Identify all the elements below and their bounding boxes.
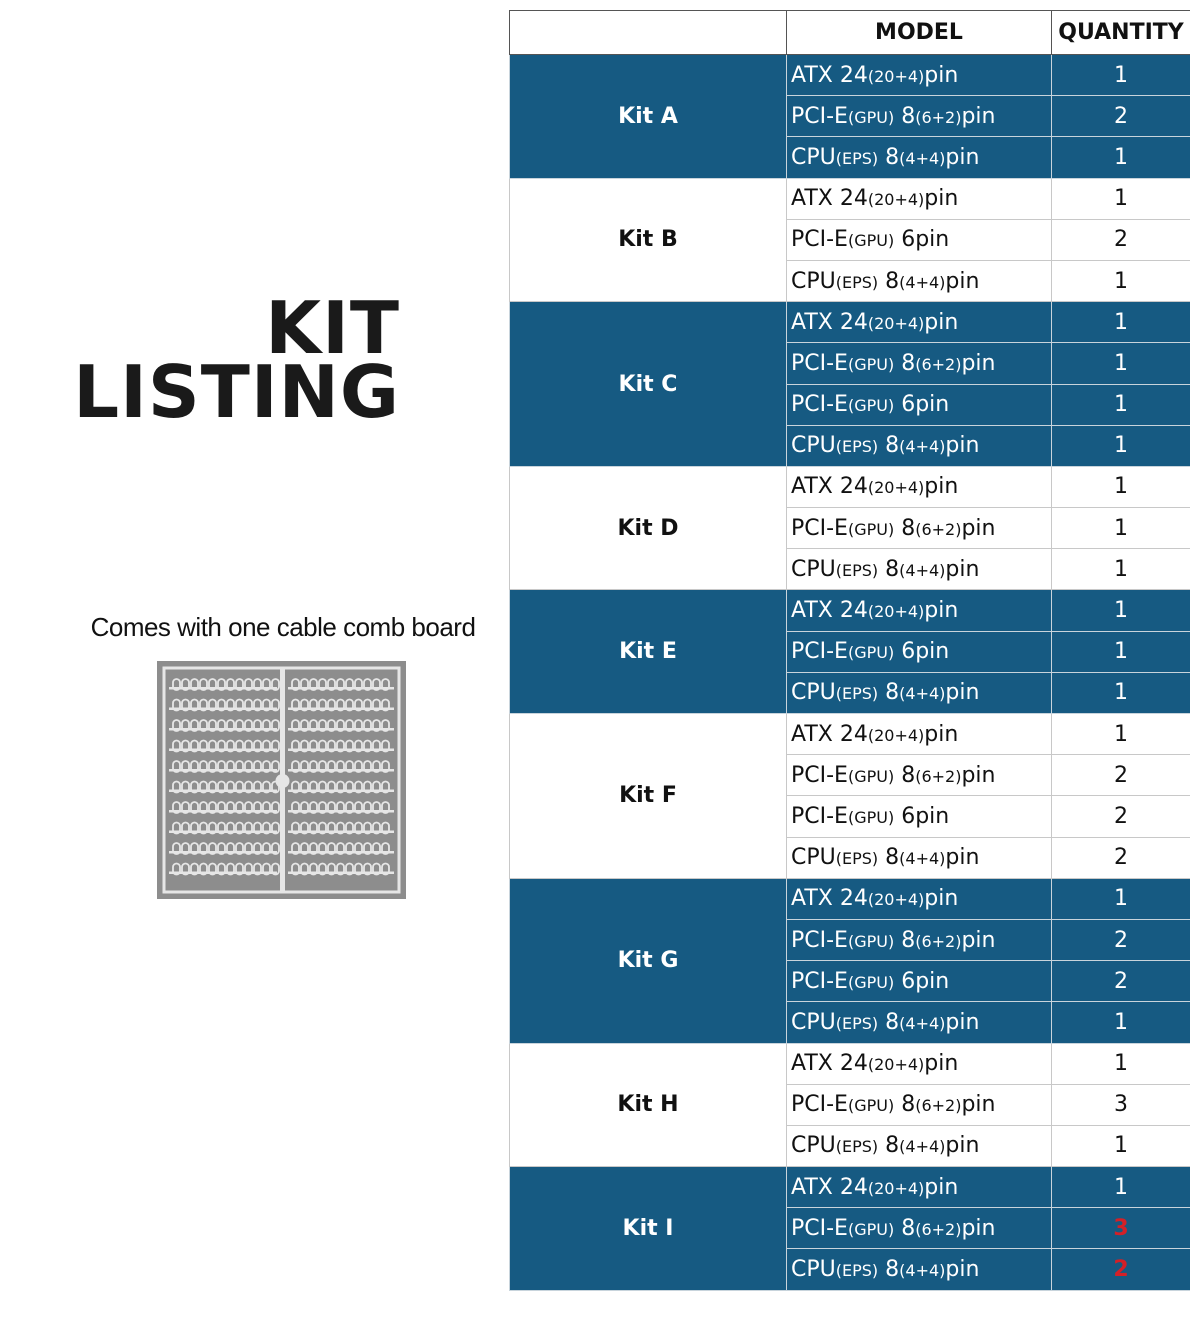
model-part-tail2: pin	[961, 762, 996, 788]
model-part-main: PCI-E	[791, 762, 848, 788]
quantity-cell: 1	[1052, 137, 1191, 178]
model-part-tail2: pin	[945, 1009, 980, 1035]
model-part-main: CPU	[791, 1133, 836, 1159]
model-part-tail: 6pin	[894, 227, 950, 253]
model-part-main: CPU	[791, 433, 836, 459]
model-part-tail: 8	[894, 1092, 916, 1118]
model-part-sub2: (4+4)	[899, 1137, 946, 1157]
kit-name-cell: Kit E	[510, 590, 787, 714]
quantity-cell: 1	[1052, 1167, 1191, 1208]
quantity-cell: 1	[1052, 631, 1191, 672]
model-part-tail: pin	[924, 1051, 959, 1077]
model-cell	[787, 137, 1052, 178]
model-cell	[787, 961, 1052, 1002]
quantity-cell: 2	[1052, 919, 1191, 960]
model-part-sub: (GPU)	[847, 396, 895, 416]
model-part-sub: (GPU)	[847, 643, 895, 663]
model-part-tail2: pin	[945, 556, 980, 582]
model-part-tail: 6pin	[894, 392, 950, 418]
model-part-main: ATX 24	[791, 186, 868, 212]
quantity-cell: 1	[1052, 1043, 1191, 1084]
kit-name-cell: Kit B	[510, 178, 787, 302]
model-part-tail2: pin	[945, 433, 980, 459]
model-part-main: PCI-E	[791, 927, 848, 953]
model-part-tail2: pin	[961, 1092, 996, 1118]
model-part-main: PCI-E	[791, 515, 848, 541]
quantity-cell: 1	[1052, 178, 1191, 219]
comb-caption: Comes with one cable comb board	[90, 612, 476, 642]
quantity-cell: 2	[1052, 755, 1191, 796]
model-cell	[787, 384, 1052, 425]
model-part-sub: (GPU)	[847, 519, 895, 539]
model-cell	[787, 1125, 1052, 1166]
model-part-sub2: (6+2)	[915, 354, 962, 374]
model-part-tail2: pin	[945, 1257, 980, 1283]
model-part-main: PCI-E	[791, 1215, 848, 1241]
quantity-cell: 3	[1052, 1208, 1191, 1249]
model-part-main: PCI-E	[791, 639, 848, 665]
heading-line-2: LISTING	[73, 350, 400, 434]
model-part-sub: (GPU)	[847, 972, 895, 992]
quantity-cell: 1	[1052, 425, 1191, 466]
model-cell	[787, 672, 1052, 713]
model-part-tail: pin	[924, 1174, 959, 1200]
model-part-sub: (GPU)	[847, 354, 895, 374]
kit-table-container	[509, 10, 1190, 1322]
model-part-sub: (20+4)	[867, 602, 925, 622]
quantity-cell: 2	[1052, 96, 1191, 137]
quantity-cell: 1	[1052, 549, 1191, 590]
model-part-sub: (GPU)	[847, 107, 895, 127]
kit-name-cell: Kit F	[510, 714, 787, 879]
model-part-tail: 6pin	[894, 639, 950, 665]
model-cell	[787, 466, 1052, 507]
model-part-main: ATX 24	[791, 474, 868, 500]
model-cell	[787, 1249, 1052, 1290]
model-cell	[787, 1002, 1052, 1043]
kit-name-cell: Kit H	[510, 1043, 787, 1167]
quantity-cell: 1	[1052, 714, 1191, 755]
quantity-cell: 2	[1052, 961, 1191, 1002]
model-part-sub: (EPS)	[835, 272, 879, 292]
model-cell	[787, 55, 1052, 96]
header-kit	[510, 11, 787, 55]
model-part-sub2: (4+4)	[899, 1013, 946, 1033]
model-part-tail: pin	[924, 309, 959, 335]
quantity-cell: 1	[1052, 384, 1191, 425]
page-heading	[0, 286, 400, 434]
model-part-sub: (EPS)	[835, 1261, 879, 1281]
model-part-main: ATX 24	[791, 886, 868, 912]
model-part-sub: (20+4)	[867, 725, 925, 745]
model-cell	[787, 1043, 1052, 1084]
model-part-sub: (EPS)	[835, 560, 879, 580]
cable-comb-board-image	[157, 661, 406, 899]
model-part-tail: pin	[924, 886, 959, 912]
model-cell	[787, 549, 1052, 590]
model-part-sub2: (6+2)	[915, 107, 962, 127]
model-part-sub2: (4+4)	[899, 272, 946, 292]
model-part-tail2: pin	[961, 1215, 996, 1241]
model-cell	[787, 425, 1052, 466]
model-part-sub: (20+4)	[867, 890, 925, 910]
kit-name-cell: Kit A	[510, 55, 787, 179]
model-part-sub: (EPS)	[835, 437, 879, 457]
model-part-sub2: (4+4)	[899, 437, 946, 457]
quantity-cell: 1	[1052, 343, 1191, 384]
model-part-sub: (20+4)	[867, 1178, 925, 1198]
model-part-tail: pin	[924, 598, 959, 624]
model-cell	[787, 260, 1052, 301]
model-part-tail2: pin	[961, 103, 996, 129]
model-cell	[787, 919, 1052, 960]
model-part-sub2: (6+2)	[915, 931, 962, 951]
model-part-tail: 8	[894, 515, 916, 541]
model-part-sub: (20+4)	[867, 66, 925, 86]
model-part-tail: pin	[924, 62, 959, 88]
quantity-cell: 1	[1052, 1002, 1191, 1043]
model-part-tail2: pin	[961, 927, 996, 953]
heading-line-1: KIT	[265, 286, 400, 370]
quantity-cell: 1	[1052, 260, 1191, 301]
table-row	[510, 302, 1191, 343]
model-part-main: PCI-E	[791, 103, 848, 129]
model-part-sub: (20+4)	[867, 1055, 925, 1075]
model-part-tail: 8	[878, 144, 900, 170]
model-cell	[787, 343, 1052, 384]
model-cell	[787, 837, 1052, 878]
model-part-tail: 8	[894, 927, 916, 953]
model-cell	[787, 96, 1052, 137]
quantity-cell: 3	[1052, 1084, 1191, 1125]
model-part-main: ATX 24	[791, 1174, 868, 1200]
model-part-sub: (EPS)	[835, 1013, 879, 1033]
table-row	[510, 714, 1191, 755]
model-part-sub: (EPS)	[835, 849, 879, 869]
quantity-cell: 1	[1052, 590, 1191, 631]
kit-name-cell: Kit G	[510, 878, 787, 1043]
model-part-main: PCI-E	[791, 1092, 848, 1118]
model-part-tail2: pin	[945, 144, 980, 170]
model-part-tail: 8	[878, 1257, 900, 1283]
model-part-tail: 8	[878, 556, 900, 582]
quantity-cell: 1	[1052, 302, 1191, 343]
model-part-tail: 6pin	[894, 803, 950, 829]
model-part-tail: 8	[894, 1215, 916, 1241]
model-part-main: PCI-E	[791, 968, 848, 994]
quantity-cell: 1	[1052, 878, 1191, 919]
model-cell	[787, 796, 1052, 837]
table-row	[510, 1167, 1191, 1208]
model-part-sub: (EPS)	[835, 148, 879, 168]
quantity-cell: 2	[1052, 796, 1191, 837]
model-part-main: CPU	[791, 1257, 836, 1283]
model-cell	[787, 755, 1052, 796]
quantity-cell: 1	[1052, 55, 1191, 96]
table-row	[510, 178, 1191, 219]
quantity-cell: 2	[1052, 837, 1191, 878]
model-part-main: CPU	[791, 680, 836, 706]
model-part-sub2: (6+2)	[915, 1219, 962, 1239]
model-part-main: CPU	[791, 268, 836, 294]
quantity-cell: 1	[1052, 508, 1191, 549]
model-part-main: ATX 24	[791, 721, 868, 747]
model-part-tail: 8	[878, 1009, 900, 1035]
model-part-tail: 6pin	[894, 968, 950, 994]
model-part-tail: 8	[878, 433, 900, 459]
model-cell	[787, 1084, 1052, 1125]
model-cell	[787, 178, 1052, 219]
table-row	[510, 55, 1191, 96]
model-cell	[787, 1208, 1052, 1249]
model-part-sub: (EPS)	[835, 684, 879, 704]
model-part-tail: 8	[878, 1133, 900, 1159]
model-part-main: ATX 24	[791, 1051, 868, 1077]
model-part-sub2: (6+2)	[915, 1096, 962, 1116]
model-part-tail: 8	[878, 268, 900, 294]
quantity-cell: 2	[1052, 219, 1191, 260]
model-part-main: PCI-E	[791, 803, 848, 829]
model-cell	[787, 590, 1052, 631]
model-cell	[787, 631, 1052, 672]
model-part-tail: pin	[924, 186, 959, 212]
model-part-tail: pin	[924, 474, 959, 500]
model-part-tail2: pin	[961, 515, 996, 541]
header-model: MODEL	[787, 11, 1052, 55]
model-part-main: CPU	[791, 1009, 836, 1035]
model-part-tail2: pin	[945, 268, 980, 294]
model-part-tail: 8	[894, 762, 916, 788]
model-cell	[787, 508, 1052, 549]
model-cell	[787, 219, 1052, 260]
model-part-sub2: (4+4)	[899, 849, 946, 869]
table-row	[510, 590, 1191, 631]
model-part-sub2: (4+4)	[899, 148, 946, 168]
table-row	[510, 466, 1191, 507]
model-part-main: PCI-E	[791, 350, 848, 376]
kit-table	[509, 10, 1190, 1291]
model-part-sub2: (6+2)	[915, 766, 962, 786]
model-part-main: ATX 24	[791, 62, 868, 88]
model-part-sub: (GPU)	[847, 931, 895, 951]
model-cell	[787, 1167, 1052, 1208]
kit-name-cell: Kit C	[510, 302, 787, 467]
model-part-sub: (GPU)	[847, 1096, 895, 1116]
table-row	[510, 1043, 1191, 1084]
kit-name-cell: Kit I	[510, 1167, 787, 1291]
model-part-tail: pin	[924, 721, 959, 747]
model-part-main: CPU	[791, 144, 836, 170]
model-part-sub: (GPU)	[847, 807, 895, 827]
model-part-sub2: (4+4)	[899, 1261, 946, 1281]
model-part-sub2: (6+2)	[915, 519, 962, 539]
model-part-sub: (20+4)	[867, 190, 925, 210]
cable-comb-board-icon	[157, 661, 406, 899]
model-part-main: CPU	[791, 556, 836, 582]
model-part-main: PCI-E	[791, 392, 848, 418]
model-part-tail: 8	[878, 845, 900, 871]
model-part-sub: (20+4)	[867, 313, 925, 333]
model-part-tail: 8	[894, 103, 916, 129]
model-cell	[787, 714, 1052, 755]
quantity-cell: 1	[1052, 672, 1191, 713]
header-quantity: QUANTITY	[1052, 11, 1191, 55]
model-part-sub2: (4+4)	[899, 684, 946, 704]
model-part-tail2: pin	[945, 1133, 980, 1159]
table-header-row	[510, 11, 1191, 55]
model-part-sub: (EPS)	[835, 1137, 879, 1157]
model-part-sub: (GPU)	[847, 766, 895, 786]
model-part-main: ATX 24	[791, 309, 868, 335]
model-part-sub: (GPU)	[847, 1219, 895, 1239]
model-cell	[787, 302, 1052, 343]
model-part-sub: (GPU)	[847, 231, 895, 251]
model-part-tail2: pin	[961, 350, 996, 376]
model-cell	[787, 878, 1052, 919]
model-part-main: PCI-E	[791, 227, 848, 253]
model-part-main: CPU	[791, 845, 836, 871]
model-part-main: ATX 24	[791, 598, 868, 624]
model-part-tail2: pin	[945, 845, 980, 871]
model-part-tail2: pin	[945, 680, 980, 706]
quantity-cell: 1	[1052, 466, 1191, 507]
model-part-sub: (20+4)	[867, 478, 925, 498]
quantity-cell: 1	[1052, 1125, 1191, 1166]
model-part-tail: 8	[878, 680, 900, 706]
model-part-sub2: (4+4)	[899, 560, 946, 580]
model-part-tail: 8	[894, 350, 916, 376]
quantity-cell: 2	[1052, 1249, 1191, 1290]
kit-name-cell: Kit D	[510, 466, 787, 590]
table-row	[510, 878, 1191, 919]
